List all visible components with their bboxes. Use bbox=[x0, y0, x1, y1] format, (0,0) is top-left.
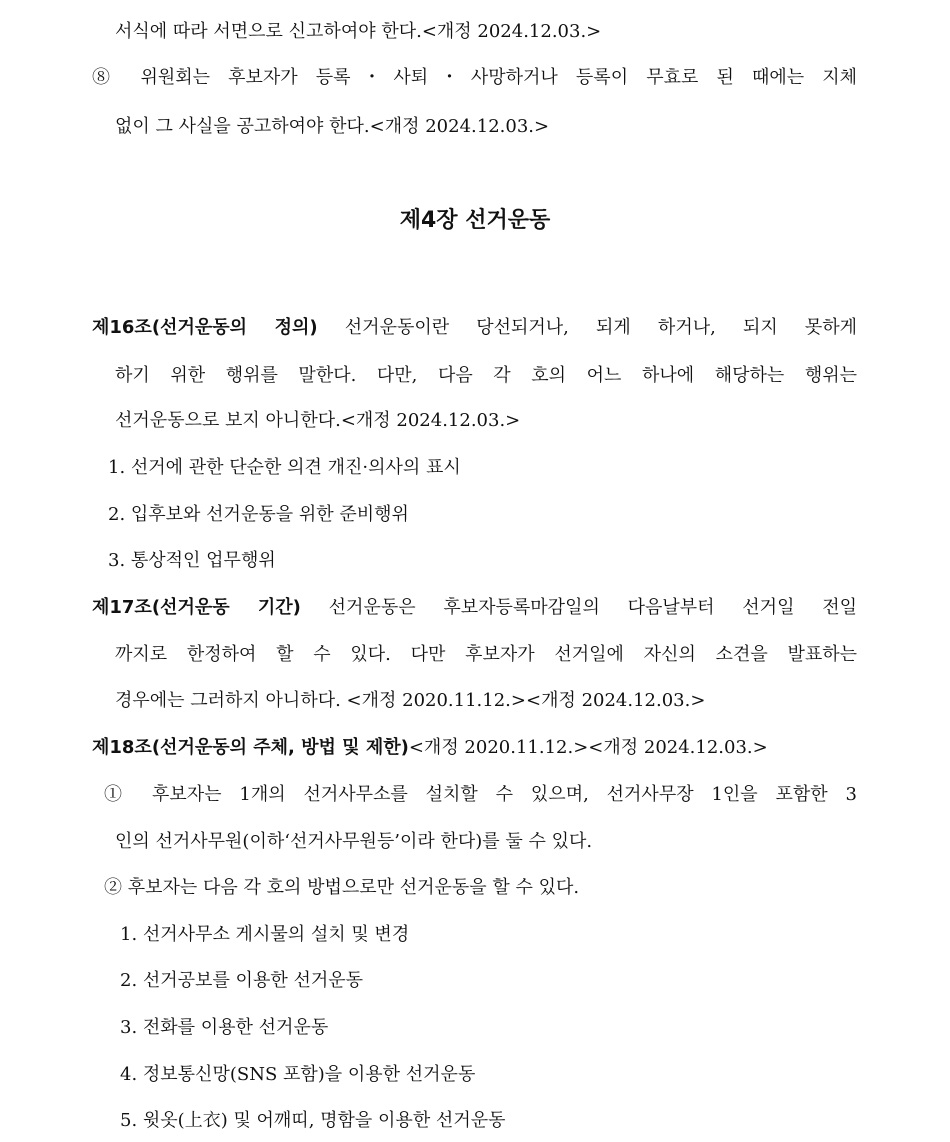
article-16-line-2: 하기 위한 행위를 말한다. 다만, 다음 각 호의 어느 하나에 해당하는 행위는 bbox=[115, 365, 857, 386]
article-18-paragraph-1-line-1: ① 후보자는 1개의 선거사무소를 설치할 수 있으며, 선거사무장 1인을 포함한 3 bbox=[104, 784, 857, 805]
article-18-paragraph-1-line-2: 인의 선거사무원(이하‘선거사무원등’이라 한다)를 둘 수 있다. bbox=[115, 831, 593, 852]
article-18-heading: 제18조(선거운동의 주체, 방법 및 제한) bbox=[92, 737, 409, 758]
paragraph-8-line-2: 없이 그 사실을 공고하여야 한다.<개정 2024.12.03.> bbox=[115, 116, 550, 137]
chapter-title: 제4장 선거운동 bbox=[399, 208, 551, 233]
article-18-line-1 bbox=[92, 733, 768, 763]
article-18-item-4: 4. 정보통신망(SNS 포함)을 이용한 선거운동 bbox=[120, 1064, 476, 1085]
article-16-heading: 제16조(선거운동의 정의) bbox=[92, 317, 318, 338]
article-16-item-3: 3. 통상적인 업무행위 bbox=[108, 550, 276, 571]
article-16-item-2: 2. 입후보와 선거운동을 위한 준비행위 bbox=[108, 504, 409, 525]
continuation-line: 서식에 따라 서면으로 신고하여야 한다.<개정 2024.12.03.> bbox=[115, 21, 602, 42]
article-16-line-3: 선거운동으로 보지 아니한다.<개정 2024.12.03.> bbox=[115, 410, 521, 431]
article-17-heading: 제17조(선거운동 기간) bbox=[92, 597, 301, 618]
article-18-paragraph-2-line-1: ② 후보자는 다음 각 호의 방법으로만 선거운동을 할 수 있다. bbox=[104, 877, 580, 898]
article-16-item-1: 1. 선거에 관한 단순한 의견 개진·의사의 표시 bbox=[108, 457, 461, 478]
article-17-line-1 bbox=[92, 593, 857, 623]
article-17-line-3: 경우에는 그러하지 아니하다. <개정 2020.11.12.><개정 2024.12.03.> bbox=[115, 690, 706, 711]
article-18-item-5: 5. 윗옷(上衣) 및 어깨띠, 명함을 이용한 선거운동 bbox=[120, 1110, 506, 1131]
article-16-text: 선거운동이란 당선되거나, 되게 하거나, 되지 못하게 bbox=[317, 317, 858, 338]
article-18-item-1: 1. 선거사무소 게시물의 설치 및 변경 bbox=[120, 924, 410, 945]
article-17-line-2: 까지로 한정하여 할 수 있다. 다만 후보자가 선거일에 자신의 소견을 발표하는 bbox=[115, 644, 857, 665]
paragraph-8-line-1: ⑧ 위원회는 후보자가 등록・사퇴・사망하거나 등록이 무효로 된 때에는 지체 bbox=[92, 67, 857, 88]
article-17-text: 선거운동은 후보자등록마감일의 다음날부터 선거일 전일 bbox=[300, 597, 857, 618]
article-16-line-1 bbox=[92, 313, 857, 343]
article-18-item-2: 2. 선거공보를 이용한 선거운동 bbox=[120, 970, 363, 991]
article-18-item-3: 3. 전화를 이용한 선거운동 bbox=[120, 1017, 329, 1038]
article-18-text: <개정 2020.11.12.><개정 2024.12.03.> bbox=[408, 737, 768, 758]
